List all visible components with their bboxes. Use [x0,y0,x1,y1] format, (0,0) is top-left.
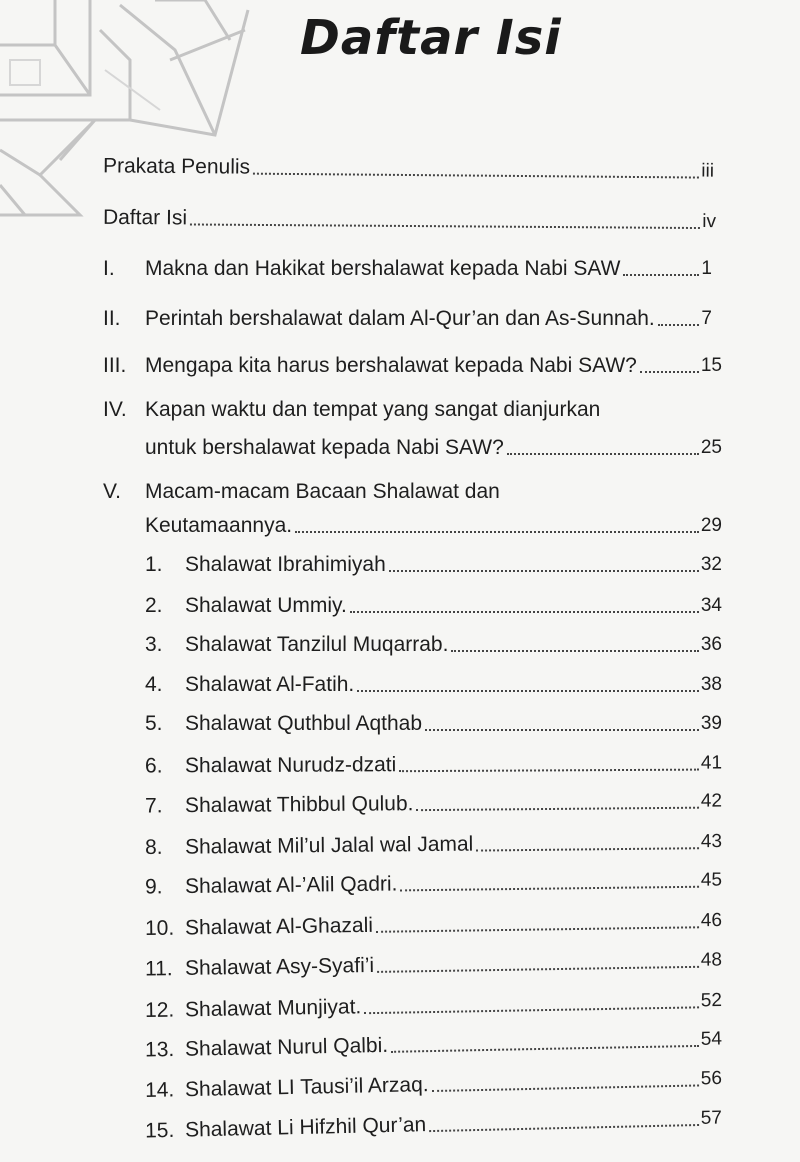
subitem-page: 52 [700,989,723,1012]
subitem-page: 36 [700,634,722,655]
subitem-page: 46 [700,909,723,932]
dot-leader [640,371,699,373]
dot-leader [451,650,698,652]
dot-leader [429,1124,699,1132]
chapter-page: 25 [700,437,722,458]
subitem-page: 54 [700,1028,723,1050]
toc-entry-text: Prakata Penulis [102,154,251,179]
subitem-page: 32 [700,554,722,575]
chapter-text-continued: untuk bershalawat kepada Nabi SAW? [145,436,504,459]
subitem-number: 6. [144,754,163,778]
chapter-text: Kapan waktu dan tempat yang sangat dianjurkan [145,398,601,421]
toc-subitem[interactable] [145,989,722,1023]
chapter-page: 1 [701,258,712,279]
subitem-number: 5. [145,712,163,735]
toc-chapter-2[interactable] [103,307,712,331]
subitem-text: Shalawat Asy-Syafi’i [184,953,375,980]
subitem-number: 12. [144,998,175,1023]
subitem-text: Shalawat Al-Ghazali [184,913,374,940]
dot-leader [295,531,699,533]
subitem-page: 48 [700,949,723,971]
subitem-number: 15. [144,1118,175,1143]
subitem-number: 1. [145,553,163,576]
chapter-text: Perintah bershalawat dalam Al-Qur’an dan As-Sunnah. [145,307,655,330]
toc-subitem[interactable] [145,1067,722,1103]
dot-leader [476,847,699,851]
chapter-number: IV. [103,398,127,421]
subitem-number: 8. [144,835,163,860]
toc-chapter-1[interactable] [103,257,712,281]
toc-subitem[interactable] [145,830,722,860]
dot-leader [416,807,698,811]
dot-leader [399,769,699,773]
subitem-page: 41 [700,752,723,774]
subitem-text: Shalawat Quthbul Aqthab [185,712,423,735]
subitem-page: 38 [700,674,722,695]
toc-chapter-4[interactable] [145,436,722,460]
subitem-text: Shalawat Al-’Alil Qadri. [184,872,398,899]
dot-leader [623,274,699,276]
chapter-page: 7 [701,308,712,329]
subitem-page: 39 [700,713,722,734]
toc-chapter-3[interactable] [103,354,722,378]
subitem-text: Shalawat Tanzilul Muqarrab. [185,633,449,656]
subitem-text: Shalawat Thibbul Qulub. [184,792,414,818]
toc-subitem[interactable] [145,1027,722,1062]
dot-leader [658,324,700,326]
toc-subitem[interactable] [145,594,722,618]
dot-leader [253,173,699,179]
toc-subitem[interactable] [145,673,722,697]
toc-subitem[interactable] [145,909,722,941]
toc-entry-prakata[interactable] [103,154,714,183]
dot-leader [376,926,699,933]
subitem-text: Shalawat Munjiyat. [184,995,362,1022]
toc-entry-text: Daftar Isi [102,205,188,230]
subitem-number: 7. [144,794,163,818]
chapter-number: V. [103,480,121,503]
toc-entry-page: iii [701,160,715,182]
subitem-text: Shalawat LI Tausi’il Arzaq. [184,1073,429,1102]
chapter-number: III. [103,354,127,377]
subitem-page: 57 [700,1107,723,1129]
dot-leader [190,223,700,229]
dot-leader [432,1084,699,1092]
subitem-number: 3. [145,633,163,656]
subitem-text: Shalawat Nurudz-dzati [184,753,397,778]
subitem-page: 45 [700,869,723,891]
toc-chapter-5-line1 [103,480,500,504]
toc-subitem[interactable] [145,868,722,899]
dot-leader [507,453,699,455]
chapter-number: I. [103,257,115,280]
chapter-page: 15 [700,355,722,376]
subitem-text: Shalawat Nurul Qalbi. [184,1033,389,1061]
toc-subitem[interactable] [145,712,722,736]
toc-subitem[interactable] [145,948,722,981]
subitem-text: Shalawat Li Hifzhil Qur’an [184,1113,427,1142]
chapter-page: 29 [700,515,722,536]
dot-leader [389,570,699,572]
toc-chapter-5[interactable] [145,514,722,538]
dot-leader [357,690,699,692]
subitem-page: 56 [700,1067,723,1090]
chapter-text-continued: Keutamaannya. [145,514,293,537]
toc-chapter-4-line1 [103,398,600,422]
dot-leader [400,886,698,892]
chapter-text: Mengapa kita harus bershalawat kepada Nabi SAW? [145,354,637,377]
subitem-number: 2. [145,594,163,617]
chapter-text: Macam-macam Bacaan Shalawat dan [145,480,500,503]
subitem-text: Shalawat Mil’ul Jalal wal Jamal [184,832,474,859]
toc-subitem[interactable] [145,553,722,577]
chapter-text: Makna dan Hakikat bershalawat kepada Nabi SAW [145,257,621,280]
subitem-page: 43 [700,830,723,853]
subitem-text: Shalawat Ummiy. [185,594,347,617]
toc-subitem[interactable] [145,751,722,778]
dot-leader [364,1006,699,1014]
subitem-text: Shalawat Al-Fatih. [185,673,355,696]
subitem-page: 34 [700,595,722,616]
page-title: Daftar Isi [300,10,562,66]
subitem-number: 9. [144,875,163,899]
toc-subitem[interactable] [145,789,722,818]
subitem-number: 4. [145,673,163,696]
dot-leader [377,966,699,973]
subitem-page: 42 [700,790,723,812]
subitem-number: 13. [144,1037,175,1062]
dot-leader [350,611,699,613]
dot-leader [391,1045,699,1053]
subitem-text: Shalawat Ibrahimiyah [185,553,386,576]
toc-entry-page: iv [702,211,717,233]
dot-leader [425,729,699,731]
toc-entry-daftar-isi[interactable] [103,206,716,234]
toc-subitem[interactable] [145,1106,722,1143]
subitem-number: 11. [144,957,173,981]
subitem-number: 10. [144,916,175,941]
chapter-number: II. [103,307,121,330]
subitem-number: 14. [144,1078,175,1103]
toc-subitem[interactable] [145,633,722,657]
